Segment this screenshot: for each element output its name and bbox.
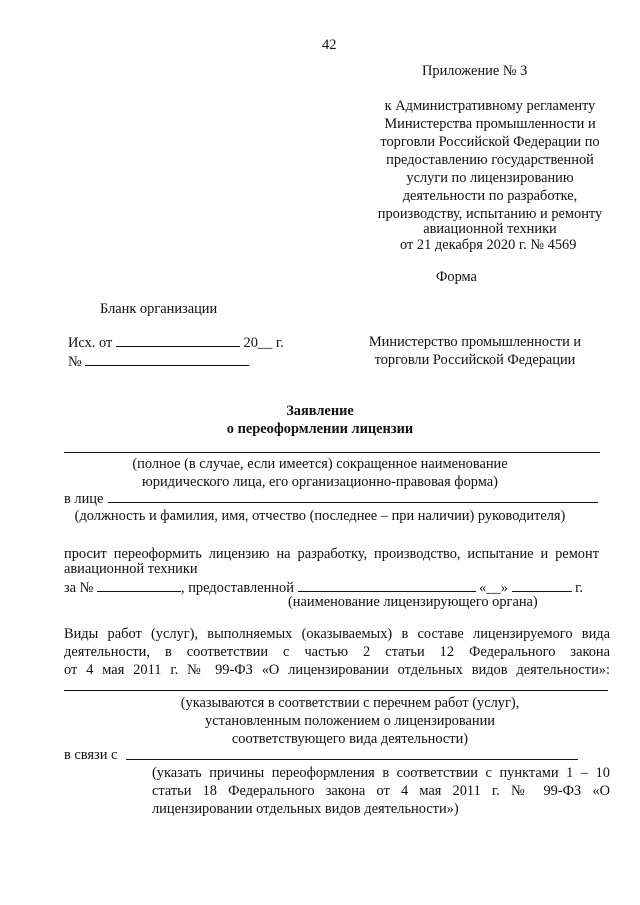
outgoing-date-row <box>68 333 284 352</box>
appendix-line: деятельности по разработке, <box>402 188 578 204</box>
issue-day-field[interactable]: «__» <box>479 580 508 596</box>
appendix-line: услуги по лицензированию <box>406 170 574 186</box>
appendix-order: от 21 декабря 2020 г. № 4569 <box>400 237 577 253</box>
issue-year-suffix: г. <box>575 580 584 596</box>
works-hint: соответствующего вида деятельности) <box>231 731 469 747</box>
representative-field[interactable] <box>108 502 598 503</box>
works-hint: установленным положением о лицензировании <box>205 713 495 729</box>
reason-field[interactable] <box>126 759 578 760</box>
applicant-hint: юридического лица, его организационно-правовая форма) <box>142 474 498 490</box>
appendix-line: предоставлению государственной <box>386 152 594 168</box>
reason-hint: статьи 18 Федерального закона от 4 мая 2011 г. № 99-ФЗ «О <box>152 783 610 799</box>
outgoing-date-prefix: Исх. от <box>68 335 113 351</box>
outgoing-number-row <box>68 352 249 371</box>
reason-hint: (указать причины переоформления в соответствии с пунктами 1 – 10 <box>152 765 610 781</box>
license-number-prefix: за № <box>64 580 94 596</box>
represented-by-label: в лице <box>64 491 104 507</box>
outgoing-number-prefix: № <box>68 354 82 370</box>
recipient-line: Министерство промышленности и <box>368 334 582 350</box>
org-blank: Бланк организации <box>100 301 218 317</box>
appendix-line: Министерства промышленности и <box>384 116 596 132</box>
appendix-line: торговли Российской Федерации по <box>380 134 600 150</box>
reason-label: в связи с <box>64 747 118 763</box>
works-text: деятельности, в соответствии с частью 2 статьи 12 Федерального закона <box>64 644 610 660</box>
works-text: Виды работ (услуг), выполняемых (оказываемых) в составе лицензируемого вида <box>64 626 610 642</box>
applicant-name-field[interactable] <box>64 452 600 453</box>
appendix-line: к Административному регламенту <box>384 98 596 114</box>
reason-hint: лицензировании отдельных видов деятельности») <box>152 801 459 817</box>
request-text: просит переоформить лицензию на разработку, производство, испытание и ремонт <box>64 546 599 562</box>
document-subtitle: о переоформлении лицензии <box>226 421 414 437</box>
issue-month-field[interactable] <box>512 578 572 592</box>
recipient-line: торговли Российской Федерации <box>374 352 576 368</box>
representative-hint: (должность и фамилия, имя, отчество (последнее – при наличии) руководителя) <box>74 508 566 524</box>
works-hint: (указываются в соответствии с перечнем работ (услуг), <box>180 695 520 711</box>
works-list-field[interactable] <box>64 690 608 691</box>
document-title: Заявление <box>286 403 354 419</box>
license-number-field[interactable] <box>97 578 181 592</box>
applicant-hint: (полное (в случае, если имеется) сокращенное наименование <box>132 456 508 472</box>
page-number: 42 <box>322 37 337 53</box>
outgoing-year: 20__ г. <box>243 335 284 351</box>
request-text: авиационной техники <box>64 561 198 577</box>
outgoing-number-field[interactable] <box>85 352 249 366</box>
form-label: Форма <box>436 269 477 285</box>
appendix-title: Приложение № 3 <box>422 63 528 79</box>
licensing-authority-field[interactable] <box>298 578 476 592</box>
appendix-line: производству, испытанию и ремонту <box>377 206 603 222</box>
issued-by-label: , предоставленной <box>181 580 294 596</box>
works-text: от 4 мая 2011 г. № 99-ФЗ «О лицензировании отдельных видов деятельности»: <box>64 662 610 678</box>
outgoing-date-field[interactable] <box>116 333 240 347</box>
authority-hint: (наименование лицензирующего органа) <box>288 594 538 610</box>
appendix-line: авиационной техники <box>423 221 557 237</box>
